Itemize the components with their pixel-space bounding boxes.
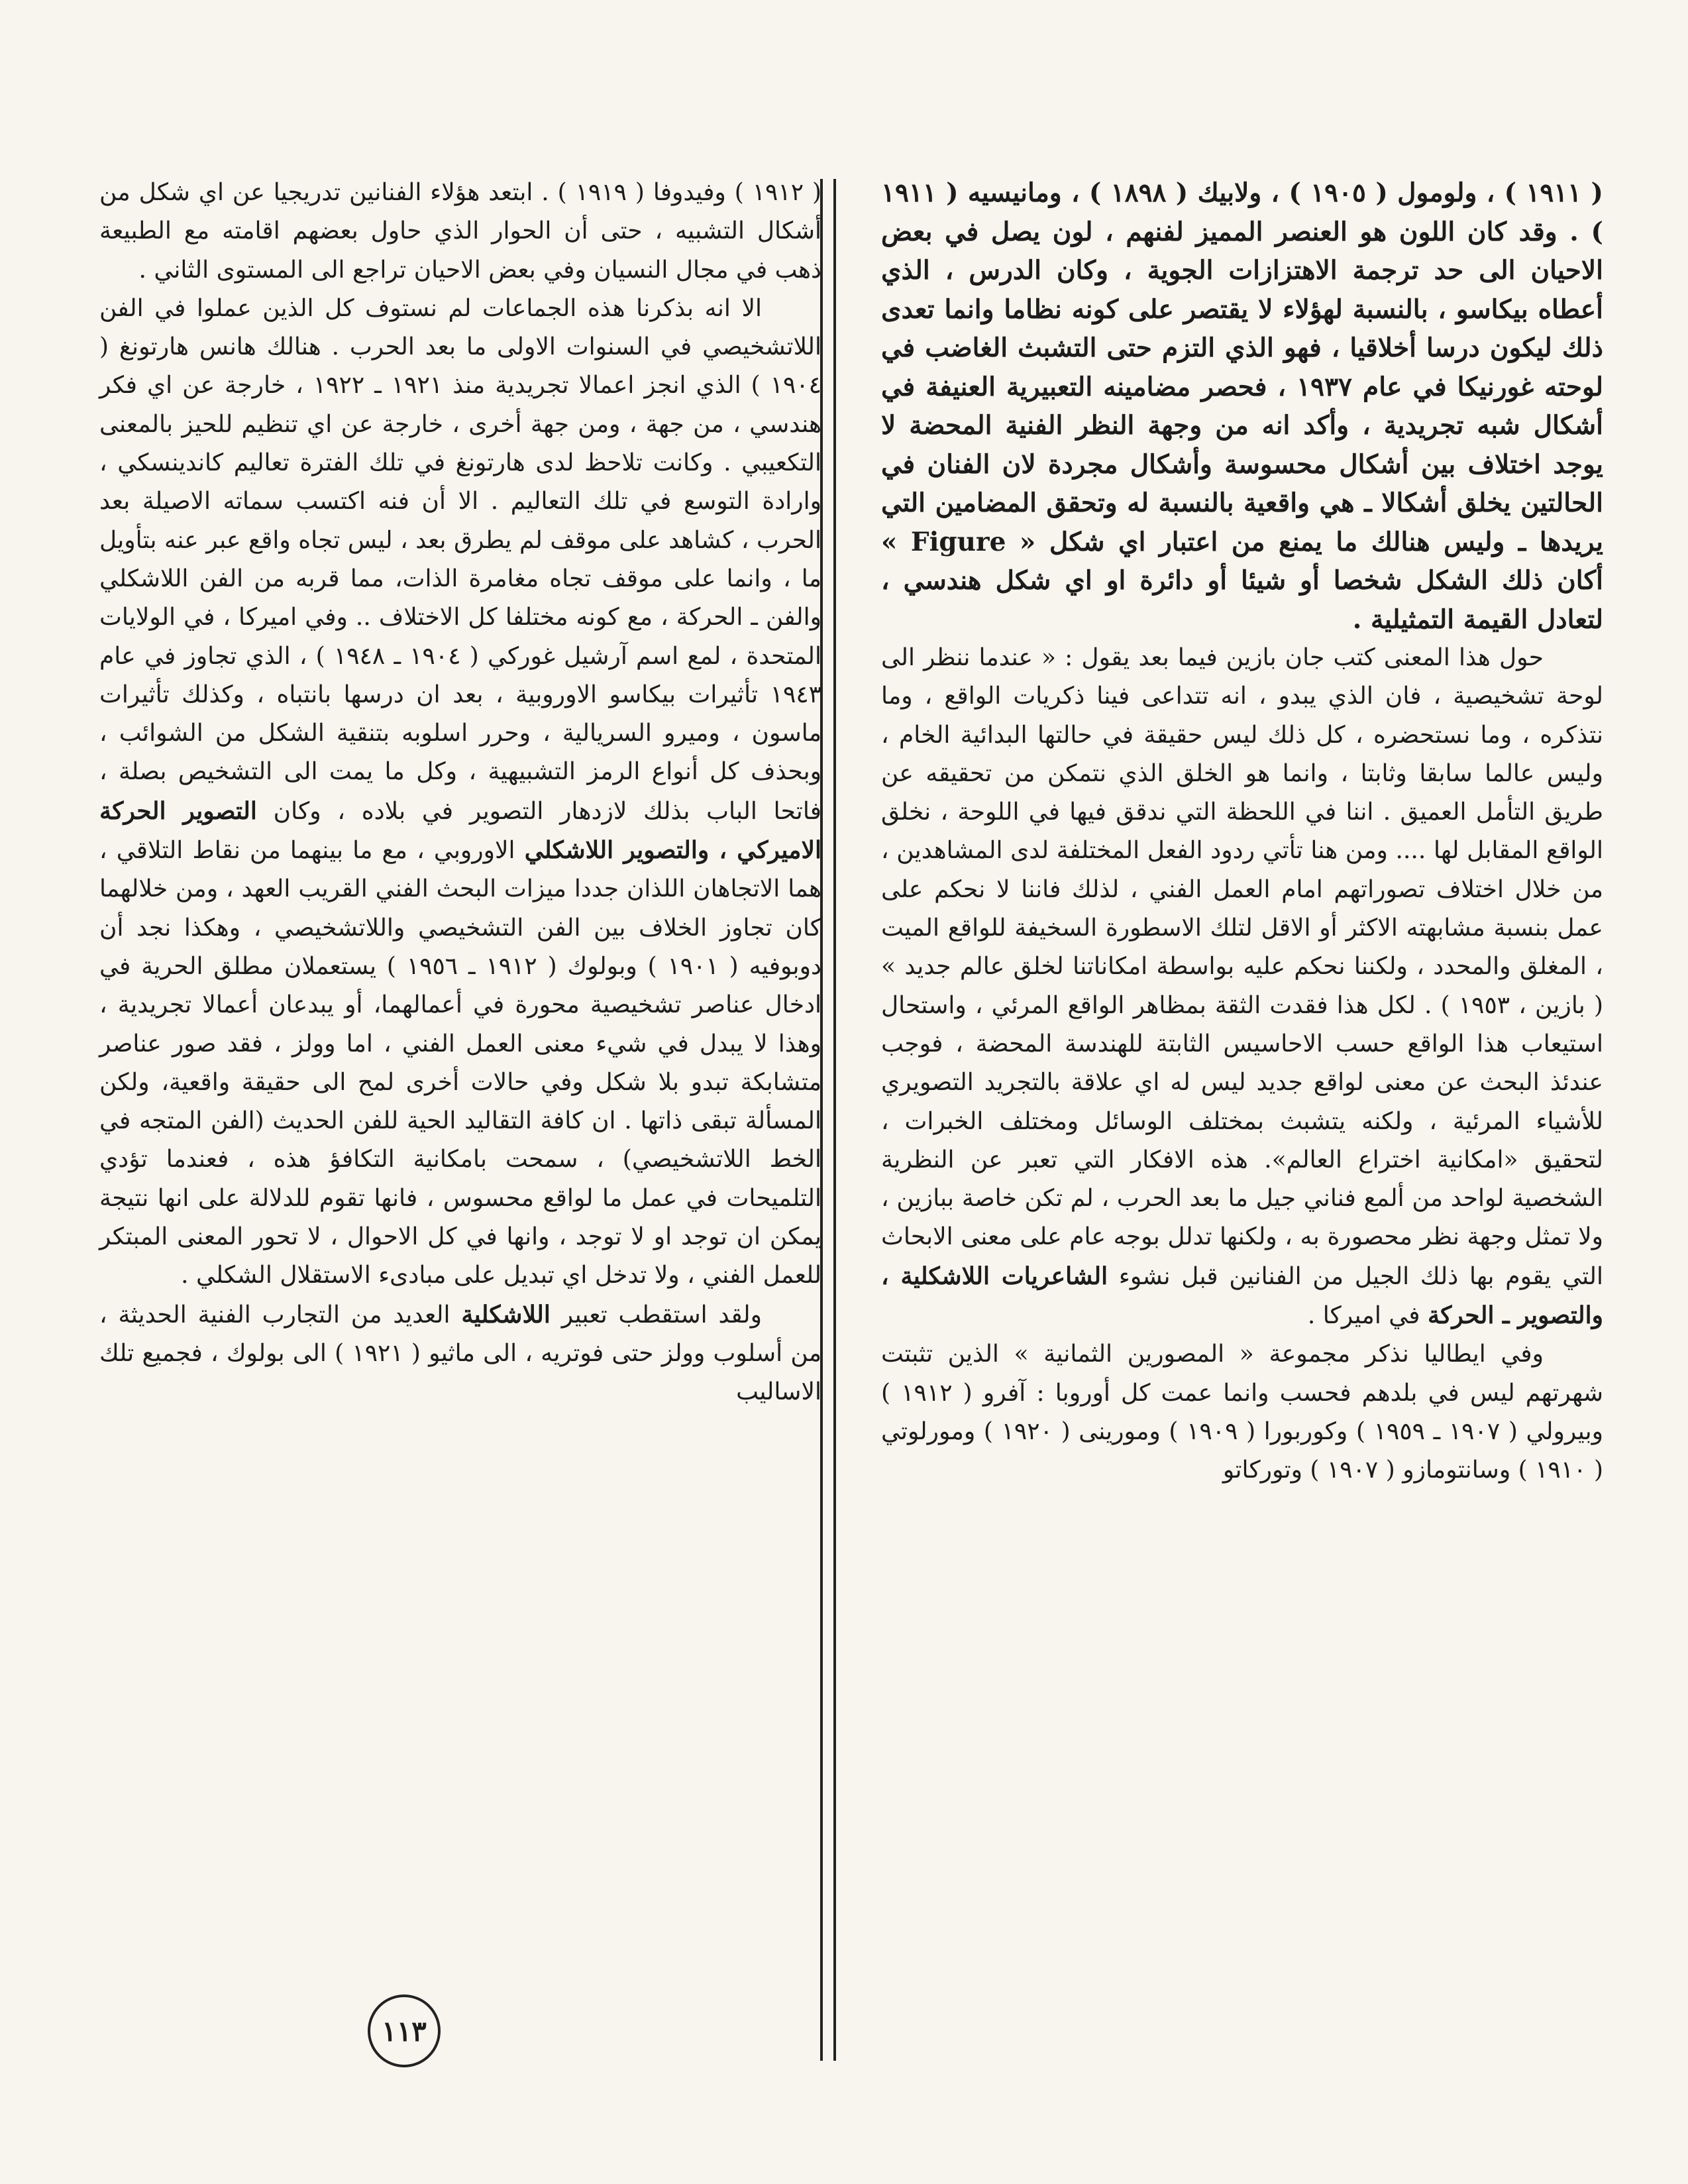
right-bold-phrase-1: الشاعريات اللاشكلية ، bbox=[881, 1262, 1108, 1290]
left-column bbox=[99, 174, 821, 1412]
column-divider bbox=[820, 179, 836, 2061]
left-paragraph-1: ( ١٩١٢ ) وفيدوفا ( ١٩١٩ ) . ابتعد هؤلاء الفنانين تدريجيا عن اي شكل من أشكال التشبيه ، حتى أن الحوار الذي حاول بعضهم اقامته مع الطبيعة ذهب في مجال النسيان وفي بعض الاحيان تراجع الى المستوى الثاني . bbox=[99, 179, 821, 284]
right-paragraph-2-tail: في اميركا . bbox=[1307, 1302, 1420, 1330]
left-bold-phrase-2: اللاشكلية bbox=[461, 1300, 551, 1329]
right-column bbox=[881, 174, 1603, 1490]
right-paragraph-2-text: حول هذا المعنى كتب جان بازين فيما بعد يقول : « عندما ننظر الى لوحة تشخيصية ، فان الذي يبدو ، انه تتداعى فينا ذكريات الواقع ، وما نتذكره ، وما نستحضره ، كل ذلك ليس حقيقة في حالتها البدائية الخام ، وليس عالما سابقا وثابتا ، وانما هو الخلق الذي نتمكن من تحقيقه عن طريق التأمل العميق . اننا في اللحظة التي ندقق فيها في اللوحة ، نخلق الواقع المقابل لها .... ومن هنا تأتي ردود الفعل المختلفة لدى المشاهدين ، من خلال اختلاف تصوراتهم امام العمل الفني ، لذلك فاننا لا نحكم على عمل بنسبة مشابهته الاكثر أو الاقل لتلك الاسطورة السخيفة للواقع الميت ، المغلق والمحدد ، ولكننا نحكم عليه بواسطة امكاناتنا لخلق عالم جديد » ( بازين ، ١٩٥٣ ) . لكل هذا فقدت الثقة بمظاهر الواقع المرئي ، واستحال استيعاب هذا الواقع حسب الاحاسيس الثابتة للهندسة المحضة ، فوجب عندئذ البحث عن معنى لواقع جديد ليس له اي علاقة بالتجريد التصويري للأشياء المرئية ، ولكنه يتشبث بمختلف الوسائل ومختلف الخبرات ، لتحقيق «امكانية اختراع العالم». هذه الافكار التي تعبر عن النظرية الشخصية لواحد من ألمع فناني جيل ما بعد الحرب ، لم تكن خاصة ببازين ، ولا تمثل وجهة نظر محصورة به ، ولكنها تدلل بوجه عام على معنى الابحاث التي يقوم بها ذلك الجيل من الفنانين قبل نشوء bbox=[881, 644, 1604, 1290]
right-paragraph-1: ( ١٩١١ ) ، ولومول ( ١٩٠٥ ) ، ولابيك ( ١٨٩٨ ) ، ومانيسيه ( ١٩١١ ) . وقد كان اللون هو العنصر المميز لفنهم ، لون يصل في بعض الاحيان الى حد ترجمة الاهتزازات الجوية ، وكان الدرس ، الذي أعطاه بيكاسو ، بالنسبة لهؤلاء لا يقتصر على كونه نظاما وانما تعدى ذلك ليكون درسا أخلاقيا ، فهو الذي التزم حتى التشبث الغاضب في لوحته غورنيكا في عام ١٩٣٧ ، فحصر مضامينه التعبيرية العنيفة في أشكال شبه تجريدية ، وأكد انه من وجهة النظر الفنية المحضة لا يوجد اختلاف بين أشكال محسوسة وأشكال مجردة لان الفنان في الحالتين يخلق أشكالا ـ هي واقعية بالنسبة له وتحقق المضامين التي يريدها ـ وليس هنالك ما يمنع من اعتبار اي شكل « Figure » أكان ذلك الشكل شخصا أو شيئا أو دائرة او اي شكل هندسي ، لتعادل القيمة التمثيلية . bbox=[881, 178, 1604, 635]
left-bold-phrase-1: التصوير الحركة الاميركي ، والتصوير اللاشكلي bbox=[99, 796, 821, 865]
left-paragraph-3-start: ولقد استقطب تعبير bbox=[561, 1301, 762, 1329]
right-paragraph-3: وفي ايطاليا نذكر مجموعة « المصورين الثمانية » الذين تثبتت شهرتهم ليس في بلدهم فحسب وانما عمت كل أوروبا : آفرو ( ١٩١٢ ) وبيرولي ( ١٩٠٧ ـ ١٩٥٩ ) وكوربورا ( ١٩٠٩ ) ومورينى ( ١٩٢٠ ) ومورلوتي ( ١٩١٠ ) وسانتومازو ( ١٩٠٧ ) وتوركاتو bbox=[881, 1340, 1604, 1484]
right-paragraph-2 bbox=[881, 639, 1603, 1335]
left-paragraph-2 bbox=[99, 290, 821, 1295]
left-paragraph-3-text: العديد من التجارب الفنية الحديثة ، من أسلوب وولز حتى فوتريه ، الى ماثيو ( ١٩٢١ ) الى بولوك ، فجميع تلك الاساليب bbox=[99, 1301, 822, 1406]
left-paragraph-2-tail: الاوروبي ، مع ما بينهما من نقاط التلاقي ، هما الاتجاهان اللذان جددا ميزات البحث الفني القريب العهد ، ومن خلالهما كان تجاوز الخلاف بين الفن التشخيصي واللاتشخيصي ، وهكذا نجد أن دوبوفيه ( ١٩٠١ ) وبولوك ( ١٩١٢ ـ ١٩٥٦ ) يستعملان مطلق الحرية في ادخال عناصر تشخيصية محورة في أعمالهما، أو يبدعان أعمالا تجريدية ، وهذا لا يبدل في شيء معنى العمل الفني ، اما وولز ، فقد صور عناصر متشابكة تبدو بلا شكل وفي حالات أخرى لمح الى حقيقة واقعية، ولكن المسألة تبقى ذاتها . ان كافة التقاليد الحية للفن الحديث (الفن المتجه في الخط اللاتشخيصي) ، سمحت بامكانية التكافؤ هذه ، فعندما تؤدي التلميحات في عمل ما لواقع محسوس ، فانها تقوم للدلالة على انها نتيجة يمكن ان توجد او لا توجد ، وانها في كل الاحوال ، لا تحور المعنى المبتكر للعمل الفني ، ولا تدخل اي تبديل على مبادىء الاستقلال الشكلي . bbox=[99, 837, 821, 1289]
left-paragraph-2-text: الا انه بذكرنا هذه الجماعات لم نستوف كل الذين عملوا في الفن اللاتشخيصي في السنوات الاولى ما بعد الحرب . هنالك هانس هارتونغ ( ١٩٠٤ ) الذي انجز اعمالا تجريدية منذ ١٩٢١ ـ ١٩٢٢ ، خارجة عن اي فكر هندسي ، من جهة ، ومن جهة أخرى ، خارجة عن اي تنظيم للحيز بالمعنى التكعيبي . وكانت تلاحظ لدى هارتونغ في تلك الفترة تعاليم كاندينسكي ، وارادة التوسع في تلك التعاليم . الا أن فنه اكتسب سماته الاصيلة بعد الحرب ، كشاهد على موقف لم يطرق بعد ، ليس تجاه واقع عبر عنه بتأويل ما ، وانما على موقف تجاه مغامرة الذات، مما قربه من الفن اللاشكلي والفن ـ الحركة ، مع كونه مختلفا كل الاختلاف .. وفي اميركا ، في الولايات المتحدة ، لمع اسم آرشيل غوركي ( ١٩٠٤ ـ ١٩٤٨ ) ، الذي تجاوز في عام ١٩٤٣ تأثيرات بيكاسو الاوروبية ، بعد ان درسها بانتباه ، وكذلك تأثيرات ماسون ، وميرو السريالية ، وحرر اسلوبه بتنقية الشكل من الشوائب ، وبحذف كل أنواع الرمز التشبيهية ، وكل ما يمت الى التشخيص بصلة ، فاتحا الباب بذلك لازدهار التصوير في بلاده ، وكان bbox=[99, 294, 822, 825]
right-bold-phrase-2: والتصوير ـ الحركة bbox=[1427, 1301, 1603, 1330]
page-number: ١١٣ bbox=[368, 1994, 441, 2067]
left-paragraph-3 bbox=[99, 1295, 821, 1412]
